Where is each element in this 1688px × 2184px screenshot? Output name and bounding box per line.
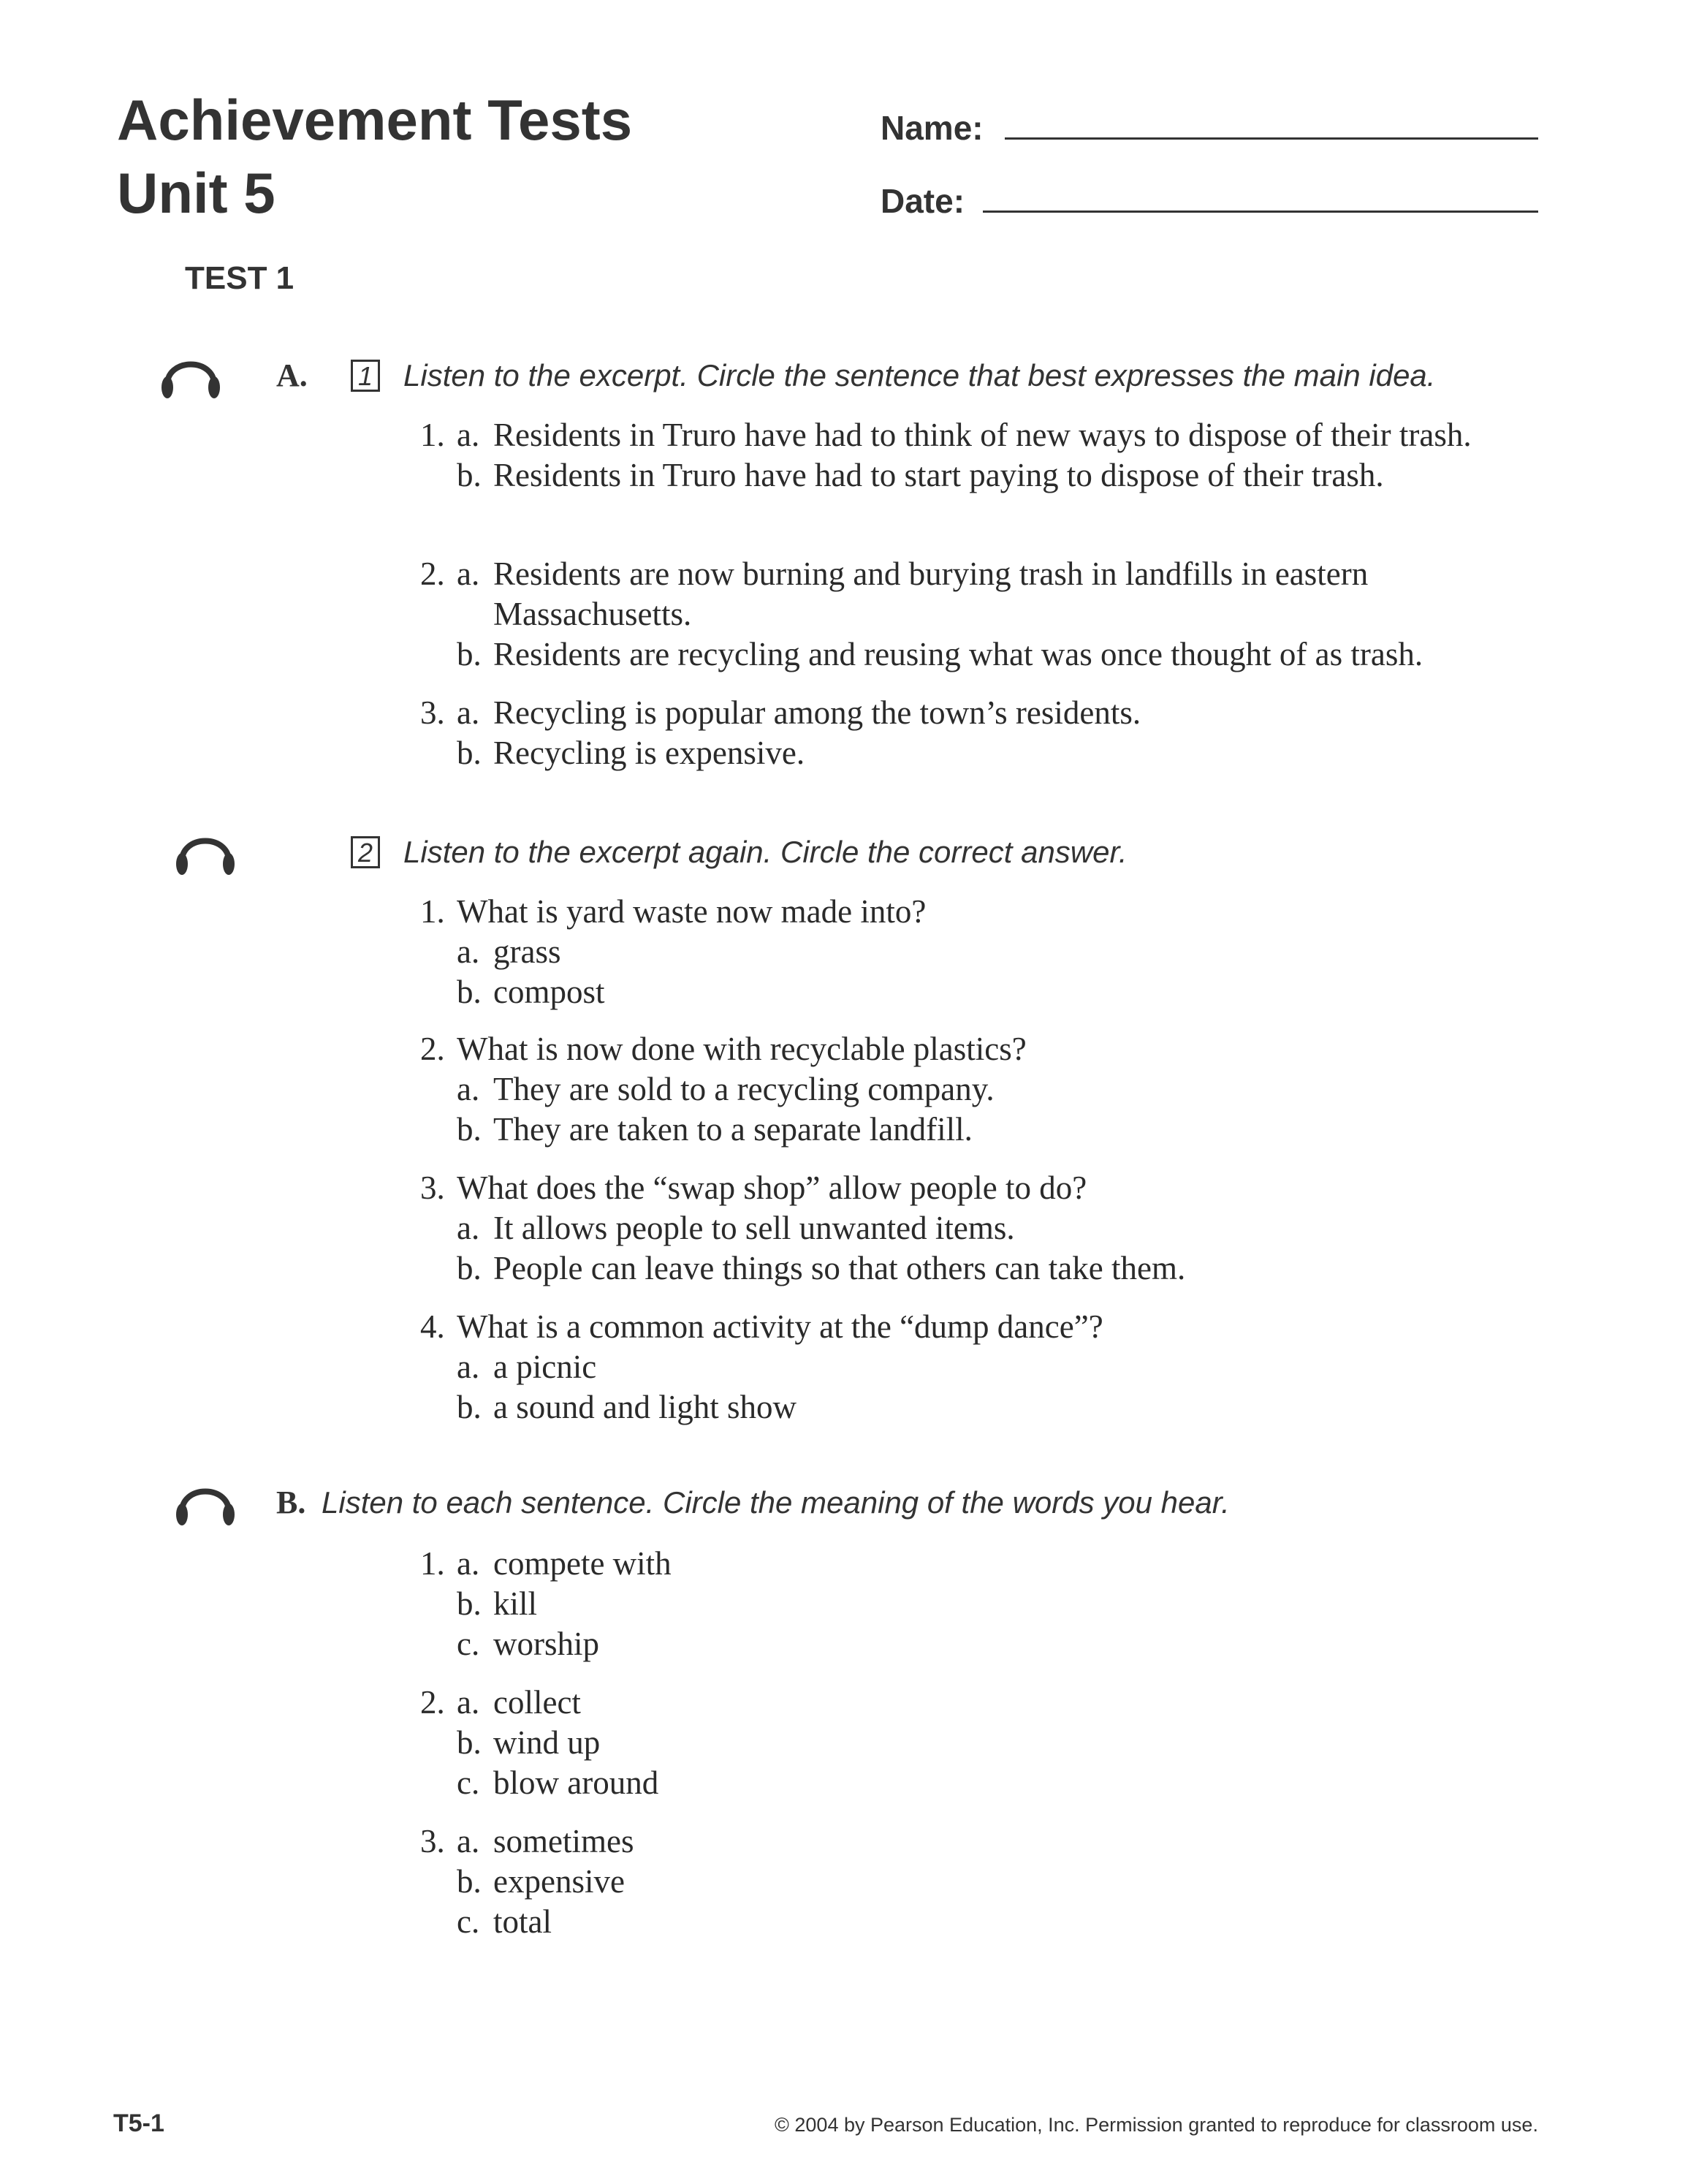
option-text[interactable]: It allows people to sell unwanted items. xyxy=(493,1210,1015,1246)
option-text[interactable]: expensive xyxy=(493,1863,625,1900)
option-text[interactable]: Recycling is popular among the town’s residents. xyxy=(493,694,1141,731)
copyright-notice: © 2004 by Pearson Education, Inc. Permission granted to reproduce for classroom use. xyxy=(775,2114,1538,2136)
part-1-question-2 xyxy=(420,554,1589,675)
question-text: What is now done with recyclable plastics? xyxy=(457,1031,1027,1067)
option-letter: b. xyxy=(457,636,482,672)
question-number: 2. xyxy=(420,1031,445,1067)
part-2-question-3 xyxy=(420,1168,1589,1289)
section-b-question-2 xyxy=(420,1683,1589,1803)
option-letter: a. xyxy=(457,1210,480,1246)
headphones-icon xyxy=(157,349,224,401)
option-letter: a. xyxy=(457,1349,480,1385)
question-number: 3. xyxy=(420,1169,445,1206)
option-letter: b. xyxy=(457,1585,482,1622)
option-text[interactable]: worship xyxy=(493,1626,599,1662)
question-number: 1. xyxy=(420,893,445,930)
option-text[interactable]: grass xyxy=(493,933,561,970)
question-text: What is yard waste now made into? xyxy=(457,893,927,930)
option-text[interactable]: They are taken to a separate landfill. xyxy=(493,1111,973,1148)
date-label: Date: xyxy=(881,182,965,220)
option-letter: b. xyxy=(457,1111,482,1148)
option-text[interactable]: Residents are now burning and burying trash in landfills in eastern Massachusetts. xyxy=(493,556,1369,632)
page-number: T5-1 xyxy=(113,2109,164,2137)
part-1-question-1 xyxy=(420,415,1589,496)
option-letter: a. xyxy=(457,1545,480,1582)
option-letter: c. xyxy=(457,1903,480,1940)
option-text[interactable]: a sound and light show xyxy=(493,1389,797,1425)
part-2-question-4 xyxy=(420,1307,1589,1427)
part-2-question-2 xyxy=(420,1029,1589,1150)
option-letter: c. xyxy=(457,1764,480,1801)
option-text[interactable]: Recycling is expensive. xyxy=(493,735,805,771)
question-number: 2. xyxy=(420,556,445,592)
section-a-letter: A. xyxy=(276,357,308,393)
option-text[interactable]: compete with xyxy=(493,1545,672,1582)
part-1-question-3 xyxy=(420,693,1589,773)
option-letter: b. xyxy=(457,1863,482,1900)
option-letter: a. xyxy=(457,933,480,970)
option-letter: b. xyxy=(457,457,482,493)
option-text[interactable]: total xyxy=(493,1903,552,1940)
option-text[interactable]: blow around xyxy=(493,1764,659,1801)
option-letter: a. xyxy=(457,556,480,592)
headphones-icon xyxy=(172,826,239,877)
part-1-box: 1 xyxy=(351,360,380,392)
option-letter: b. xyxy=(457,1389,482,1425)
option-letter: c. xyxy=(457,1626,480,1662)
section-b-question-3 xyxy=(420,1821,1589,1942)
option-text[interactable]: They are sold to a recycling company. xyxy=(493,1071,995,1107)
part-1-instruction: Listen to the excerpt. Circle the sentence that best expresses the main idea. xyxy=(403,358,1436,393)
option-text[interactable]: People can leave things so that others can take them. xyxy=(493,1250,1186,1286)
option-text[interactable]: compost xyxy=(493,974,605,1010)
part-2-instruction: Listen to the excerpt again. Circle the correct answer. xyxy=(403,835,1128,869)
question-number: 3. xyxy=(420,1823,445,1859)
page-subtitle: Unit 5 xyxy=(117,161,275,225)
option-letter: a. xyxy=(457,1071,480,1107)
question-number: 3. xyxy=(420,694,445,731)
question-number: 2. xyxy=(420,1684,445,1721)
option-letter: a. xyxy=(457,1823,480,1859)
option-letter: b. xyxy=(457,735,482,771)
option-text[interactable]: Residents in Truro have had to think of new ways to dispose of their trash. xyxy=(493,417,1472,453)
option-letter: b. xyxy=(457,974,482,1010)
section-b-question-1 xyxy=(420,1544,1589,1664)
option-text[interactable]: sometimes xyxy=(493,1823,634,1859)
date-field[interactable] xyxy=(983,211,1538,213)
option-letter: b. xyxy=(457,1724,482,1761)
option-letter: a. xyxy=(457,694,480,731)
section-b-letter: B. xyxy=(276,1485,306,1520)
question-number: 1. xyxy=(420,417,445,453)
name-field[interactable] xyxy=(1005,137,1538,140)
question-text: What is a common activity at the “dump dance”? xyxy=(457,1308,1103,1345)
option-letter: a. xyxy=(457,1684,480,1721)
name-label: Name: xyxy=(881,109,984,147)
option-letter: b. xyxy=(457,1250,482,1286)
option-text[interactable]: Residents in Truro have had to start paying to dispose of their trash. xyxy=(493,457,1384,493)
page-title: Achievement Tests xyxy=(117,88,633,152)
question-text: What does the “swap shop” allow people to do? xyxy=(457,1169,1087,1206)
option-text[interactable]: collect xyxy=(493,1684,581,1721)
headphones-icon xyxy=(172,1476,239,1528)
part-2-box: 2 xyxy=(351,836,380,868)
option-text[interactable]: wind up xyxy=(493,1724,601,1761)
option-letter: a. xyxy=(457,417,480,453)
option-text[interactable]: kill xyxy=(493,1585,538,1622)
question-number: 1. xyxy=(420,1545,445,1582)
part-2-question-1 xyxy=(420,892,1589,1012)
option-text[interactable]: a picnic xyxy=(493,1349,597,1385)
section-b-instruction: Listen to each sentence. Circle the meaning of the words you hear. xyxy=(322,1485,1230,1520)
test-label: TEST 1 xyxy=(185,260,294,296)
question-number: 4. xyxy=(420,1308,445,1345)
option-text[interactable]: Residents are recycling and reusing what was once thought of as trash. xyxy=(493,636,1423,672)
